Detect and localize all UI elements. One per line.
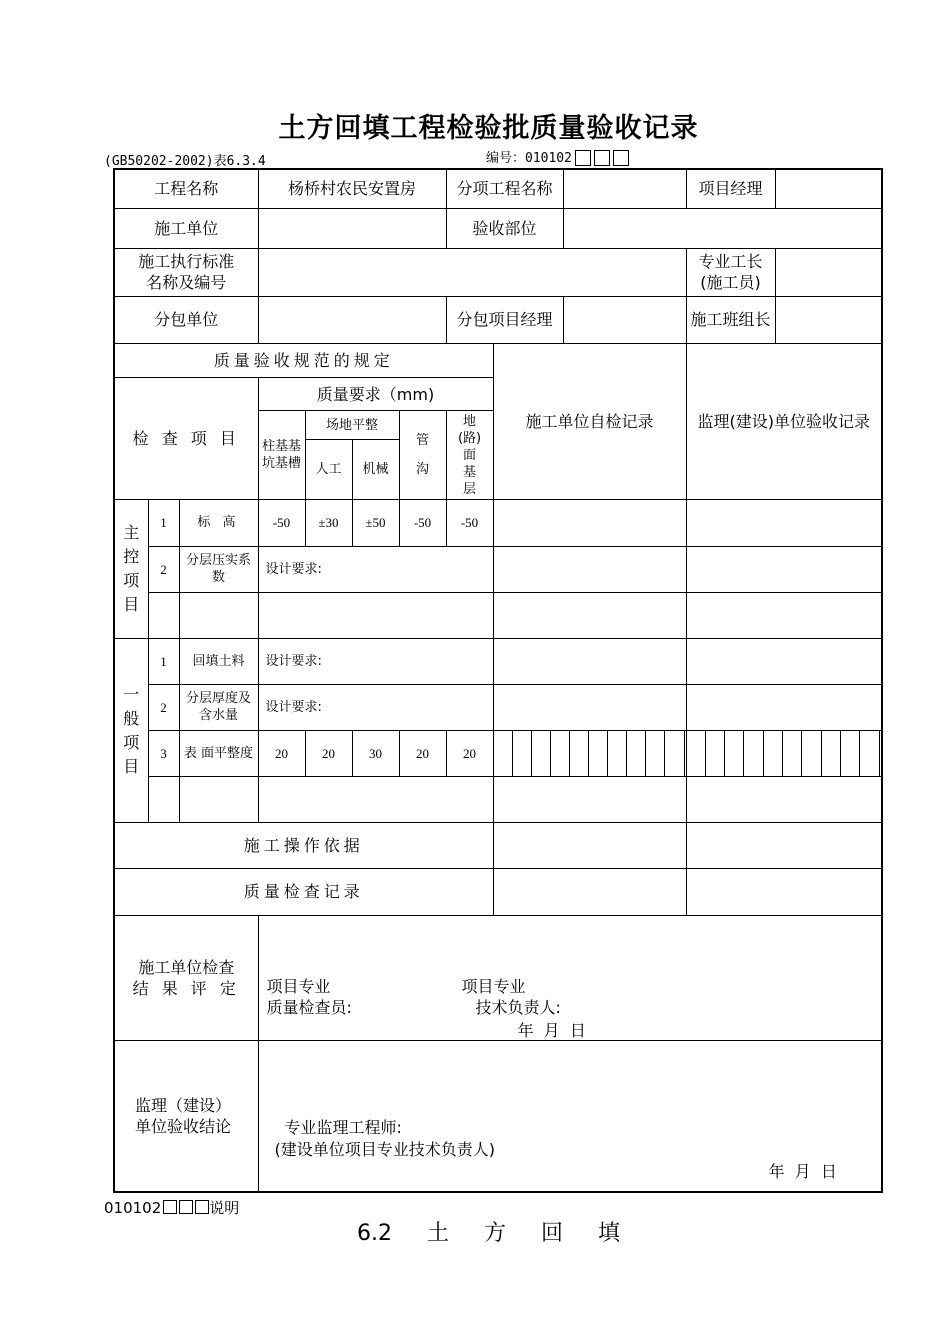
- conclusion-label-line: 监理（建设）: [135, 1095, 232, 1115]
- record-number-label: 编号：010102: [486, 151, 572, 166]
- sub-project-field[interactable]: [563, 169, 686, 208]
- inspector-line: 质量检查员:: [266, 997, 352, 1017]
- footer-note: [104, 1197, 239, 1218]
- col-ground-line: 基: [463, 464, 477, 480]
- col-pipe-line: 管: [416, 433, 430, 449]
- conclusion-label: [114, 1040, 258, 1192]
- measurement-cell[interactable]: [570, 731, 589, 776]
- standard-label-line: 施工执行标准: [138, 252, 235, 272]
- evaluation-signature-area[interactable]: [258, 915, 882, 1040]
- item-name: 分层厚度及含水量: [179, 684, 258, 730]
- conclusion-date: 年 月 日: [768, 1161, 837, 1181]
- col-machine-header: 机械: [352, 440, 399, 500]
- self-check-cell[interactable]: [493, 546, 686, 592]
- supervision-cell[interactable]: [686, 546, 882, 592]
- requirement-value: 30: [352, 731, 399, 777]
- tech-line: 项目专业: [461, 976, 526, 996]
- item-name: 分层压实系数: [179, 546, 258, 592]
- owner-line: (建设单位项目专业技术负责人): [274, 1139, 495, 1159]
- basis-label: 施工操作依据: [114, 823, 493, 869]
- general-items-group: [114, 638, 148, 823]
- measurement-cell[interactable]: [764, 731, 783, 776]
- foreman-field[interactable]: [775, 248, 882, 296]
- project-manager-label: 项目经理: [686, 169, 775, 208]
- measurement-cell[interactable]: [665, 731, 684, 776]
- page-title: 土方回填工程检验批质量验收记录: [278, 113, 699, 144]
- acceptance-part-label: 验收部位: [446, 208, 563, 248]
- col-ground-line: 面: [463, 447, 477, 463]
- col-ground-line: 地: [463, 413, 477, 429]
- self-check-header: 施工单位自检记录: [493, 343, 686, 499]
- constructor-field[interactable]: [258, 208, 446, 248]
- col-site-header: 场地平整: [305, 411, 399, 440]
- supervision-cell[interactable]: [686, 592, 882, 638]
- supervision-cell[interactable]: [686, 777, 882, 823]
- sub-manager-label: 分包项目经理: [446, 296, 563, 343]
- number-box[interactable]: [575, 150, 591, 166]
- basis-supervision[interactable]: [686, 823, 882, 869]
- self-check-cell[interactable]: [493, 592, 686, 638]
- project-manager-field[interactable]: [775, 169, 882, 208]
- item-name: 标 高: [179, 500, 258, 546]
- engineer-line: 专业监理工程师:: [284, 1117, 402, 1137]
- tech-line: 技术负责人:: [475, 997, 561, 1017]
- standard-label: [114, 248, 258, 296]
- row-number: 2: [148, 684, 179, 730]
- self-check-cell[interactable]: [493, 777, 686, 823]
- measurement-cell[interactable]: [512, 731, 532, 776]
- footer-box: [195, 1200, 209, 1214]
- item-name: 表 面平整度: [179, 731, 258, 777]
- record-number: [486, 147, 629, 166]
- subcontractor-field[interactable]: [258, 296, 446, 343]
- measurement-cell[interactable]: [646, 731, 665, 776]
- project-name-label: 工程名称: [114, 169, 258, 208]
- measurement-cell[interactable]: [841, 731, 860, 776]
- evaluation-label: [114, 915, 258, 1040]
- col-pipe-header: [399, 411, 446, 500]
- row-number: 1: [148, 500, 179, 546]
- requirement-value: 20: [305, 731, 352, 777]
- supervision-cell[interactable]: [686, 638, 882, 684]
- subcontractor-label: 分包单位: [114, 296, 258, 343]
- conclusion-label-line: 单位验收结论: [135, 1116, 232, 1136]
- record-label: 质量检查记录: [114, 869, 493, 915]
- constructor-label: 施工单位: [114, 208, 258, 248]
- general-items-char: 般: [123, 708, 140, 728]
- design-requirement[interactable]: 设计要求:: [258, 684, 493, 730]
- measurement-cell[interactable]: [532, 731, 551, 776]
- self-check-measurement-grid[interactable]: [493, 731, 686, 777]
- footer-box: [179, 1200, 193, 1214]
- col-ground-header: [446, 411, 493, 500]
- team-leader-label: 施工班组长: [686, 296, 775, 343]
- check-items-header: 检 查 项 目: [114, 378, 258, 500]
- sub-manager-field[interactable]: [563, 296, 686, 343]
- general-items-char: 项: [123, 732, 140, 752]
- main-items-char: 目: [123, 595, 140, 615]
- row-number: [148, 592, 179, 638]
- measurement-cell[interactable]: [822, 731, 841, 776]
- requirement-value: -50: [258, 500, 305, 546]
- row-number: [148, 777, 179, 823]
- basis-self-check[interactable]: [493, 823, 686, 869]
- team-leader-field[interactable]: [775, 296, 882, 343]
- design-requirement[interactable]: 设计要求:: [258, 546, 493, 592]
- conclusion-signature-area[interactable]: [258, 1040, 882, 1192]
- footer-box: [163, 1200, 177, 1214]
- evaluation-label-line: 结 果 评 定: [132, 978, 240, 998]
- general-items-char: 一: [123, 684, 140, 704]
- quality-inspector-block: [267, 976, 352, 1018]
- supervision-header: 监理(建设)单位验收记录: [686, 343, 882, 499]
- measurement-cell[interactable]: [589, 731, 608, 776]
- main-items-char: 项: [123, 571, 140, 591]
- number-box[interactable]: [594, 150, 610, 166]
- col-ground-line: (路): [457, 430, 482, 446]
- footer-suffix: 说明: [209, 1199, 240, 1217]
- standard-reference: (GB50202-2002)表6.3.4: [104, 154, 266, 169]
- foreman-label-line: 专业工长: [698, 252, 763, 272]
- inspection-record-table: [113, 168, 883, 1193]
- acceptance-part-field[interactable]: [563, 208, 882, 248]
- spec-title: 质量验收规范的规定: [114, 343, 493, 377]
- main-items-char: 控: [123, 547, 140, 567]
- design-requirement[interactable]: [258, 777, 493, 823]
- design-requirement[interactable]: 设计要求:: [258, 638, 493, 684]
- section-char: 土: [426, 1221, 449, 1246]
- measurement-cell[interactable]: [802, 731, 821, 776]
- general-items-char: 目: [123, 756, 140, 776]
- foreman-label: [686, 248, 775, 296]
- requirement-value: -50: [399, 500, 446, 546]
- requirement-value: 20: [446, 731, 493, 777]
- project-name-value[interactable]: 杨桥村农民安置房: [258, 169, 446, 208]
- requirement-title: 质量要求（mm): [258, 378, 493, 411]
- standard-label-line: 名称及编号: [146, 273, 227, 293]
- section-number: 6.2: [356, 1221, 392, 1246]
- col-manual-header: 人工: [305, 440, 352, 500]
- requirement-value: ±30: [305, 500, 352, 546]
- supervision-cell[interactable]: [686, 500, 882, 546]
- section-char: 填: [598, 1221, 621, 1246]
- supervision-cell[interactable]: [686, 684, 882, 730]
- evaluation-label-line: 施工单位检查: [138, 957, 235, 977]
- main-items-group: [114, 500, 148, 638]
- self-check-cell[interactable]: [493, 684, 686, 730]
- measurement-cell[interactable]: [783, 731, 802, 776]
- self-check-cell[interactable]: [493, 500, 686, 546]
- footer-code: 010102: [104, 1199, 162, 1217]
- col-pit-header: 柱基基坑基槽: [258, 411, 305, 500]
- row-number: 1: [148, 638, 179, 684]
- design-requirement[interactable]: [258, 592, 493, 638]
- item-name: [179, 592, 258, 638]
- standard-field[interactable]: [258, 248, 686, 296]
- measurement-cell[interactable]: [744, 731, 763, 776]
- section-char: 方: [483, 1221, 506, 1246]
- row-number: 2: [148, 546, 179, 592]
- measurement-cell[interactable]: [725, 731, 744, 776]
- foreman-label-line: (施工员): [700, 273, 761, 293]
- row-number: 3: [148, 731, 179, 777]
- measurement-cell[interactable]: [860, 731, 879, 776]
- main-items-char: 主: [123, 523, 140, 543]
- tech-lead-block: [462, 976, 561, 1018]
- record-supervision[interactable]: [686, 869, 882, 915]
- evaluation-date: 年 月 日: [517, 1020, 586, 1040]
- requirement-value: 20: [258, 731, 305, 777]
- item-name: [179, 777, 258, 823]
- self-check-cell[interactable]: [493, 638, 686, 684]
- measurement-cell[interactable]: [627, 731, 646, 776]
- section-char: 回: [541, 1221, 564, 1246]
- requirement-value: ±50: [352, 500, 399, 546]
- measurement-cell[interactable]: [705, 731, 725, 776]
- record-self-check[interactable]: [493, 869, 686, 915]
- requirement-value: 20: [399, 731, 446, 777]
- number-box[interactable]: [613, 150, 629, 166]
- section-heading: [0, 1216, 950, 1247]
- requirement-value: -50: [446, 500, 493, 546]
- supervision-measurement-grid[interactable]: [686, 731, 882, 777]
- measurement-cell[interactable]: [880, 731, 882, 776]
- measurement-cell[interactable]: [608, 731, 627, 776]
- inspector-line: 项目专业: [266, 976, 331, 996]
- col-pipe-line: 沟: [416, 462, 430, 478]
- col-ground-line: 层: [463, 481, 477, 497]
- item-name: 回填土料: [179, 638, 258, 684]
- measurement-cell[interactable]: [551, 731, 570, 776]
- sub-project-label: 分项工程名称: [446, 169, 563, 208]
